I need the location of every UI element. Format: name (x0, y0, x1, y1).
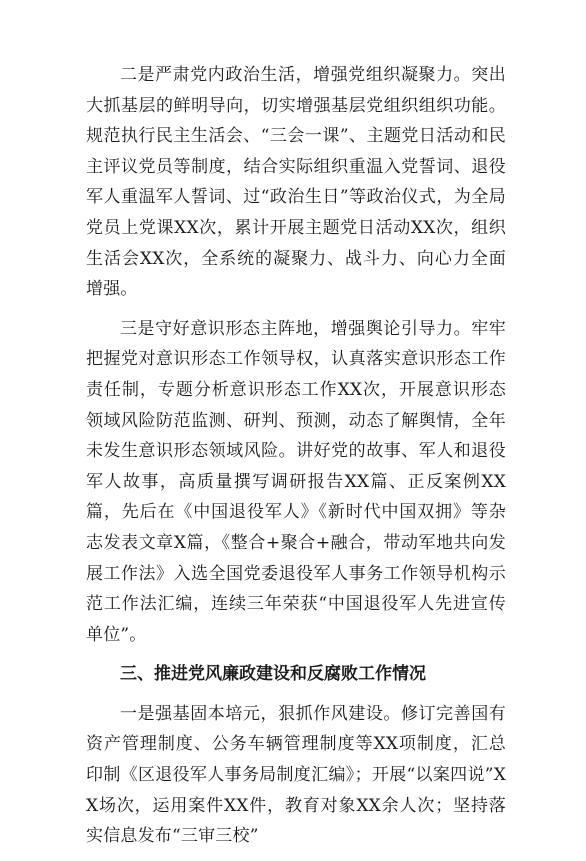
paragraph-political-life: 二是严肃党内政治生活，增强党组织凝聚力。突出大抓基层的鲜明导向，切实增强基层党组织组织功能。规范执行民主生活会、“三会一课”、主题党日活动和民主评议党员等制度，结合实际组织重温入党誓词、退役军人重温军人誓词、过“政治生日”等政治仪式，为全局党员上党课XX次，累计开展主题党日活动XX次，组织生活会XX次，全系统的凝聚力、战斗力、向心力全面增强。 (86, 65, 506, 300)
section-heading-anti-corruption: 三、推进党风廉政建设和反腐败工作情况 (120, 664, 426, 685)
document-page (86, 60, 506, 861)
paragraph-work-style: 一是强基固本培元，狠抓作风建设。修订完善国有资产管理制度、公务车辆管理制度等XX项制度，汇总印制《区退役军人事务局制度汇编》；开展“以案四说”XX场次，运用案件XX件，教育对象XX余人次；坚持落实信息发布“三审三校” (86, 703, 506, 847)
paragraph-ideology: 三是守好意识形态主阵地，增强舆论引导力。牢牢把握党对意识形态工作领导权，认真落实意识形态工作责任制，专题分析意识形态工作XX次，开展意识形态领域风险防范监测、研判、预测，动态了解舆情，全年未发生意识形态领域风险。讲好党的故事、军人和退役军人故事，高质量撰写调研报告XX篇、正反案例XX篇，先后在《中国退役军人》《新时代中国双拥》等杂志发表文章X篇，《整合+聚合+融合，带动军地共向发展工作法》入选全国党委退役军人事务工作领导机构示范工作法汇编，连续三年荣获“中国退役军人先进宣传单位”。 (86, 318, 506, 645)
